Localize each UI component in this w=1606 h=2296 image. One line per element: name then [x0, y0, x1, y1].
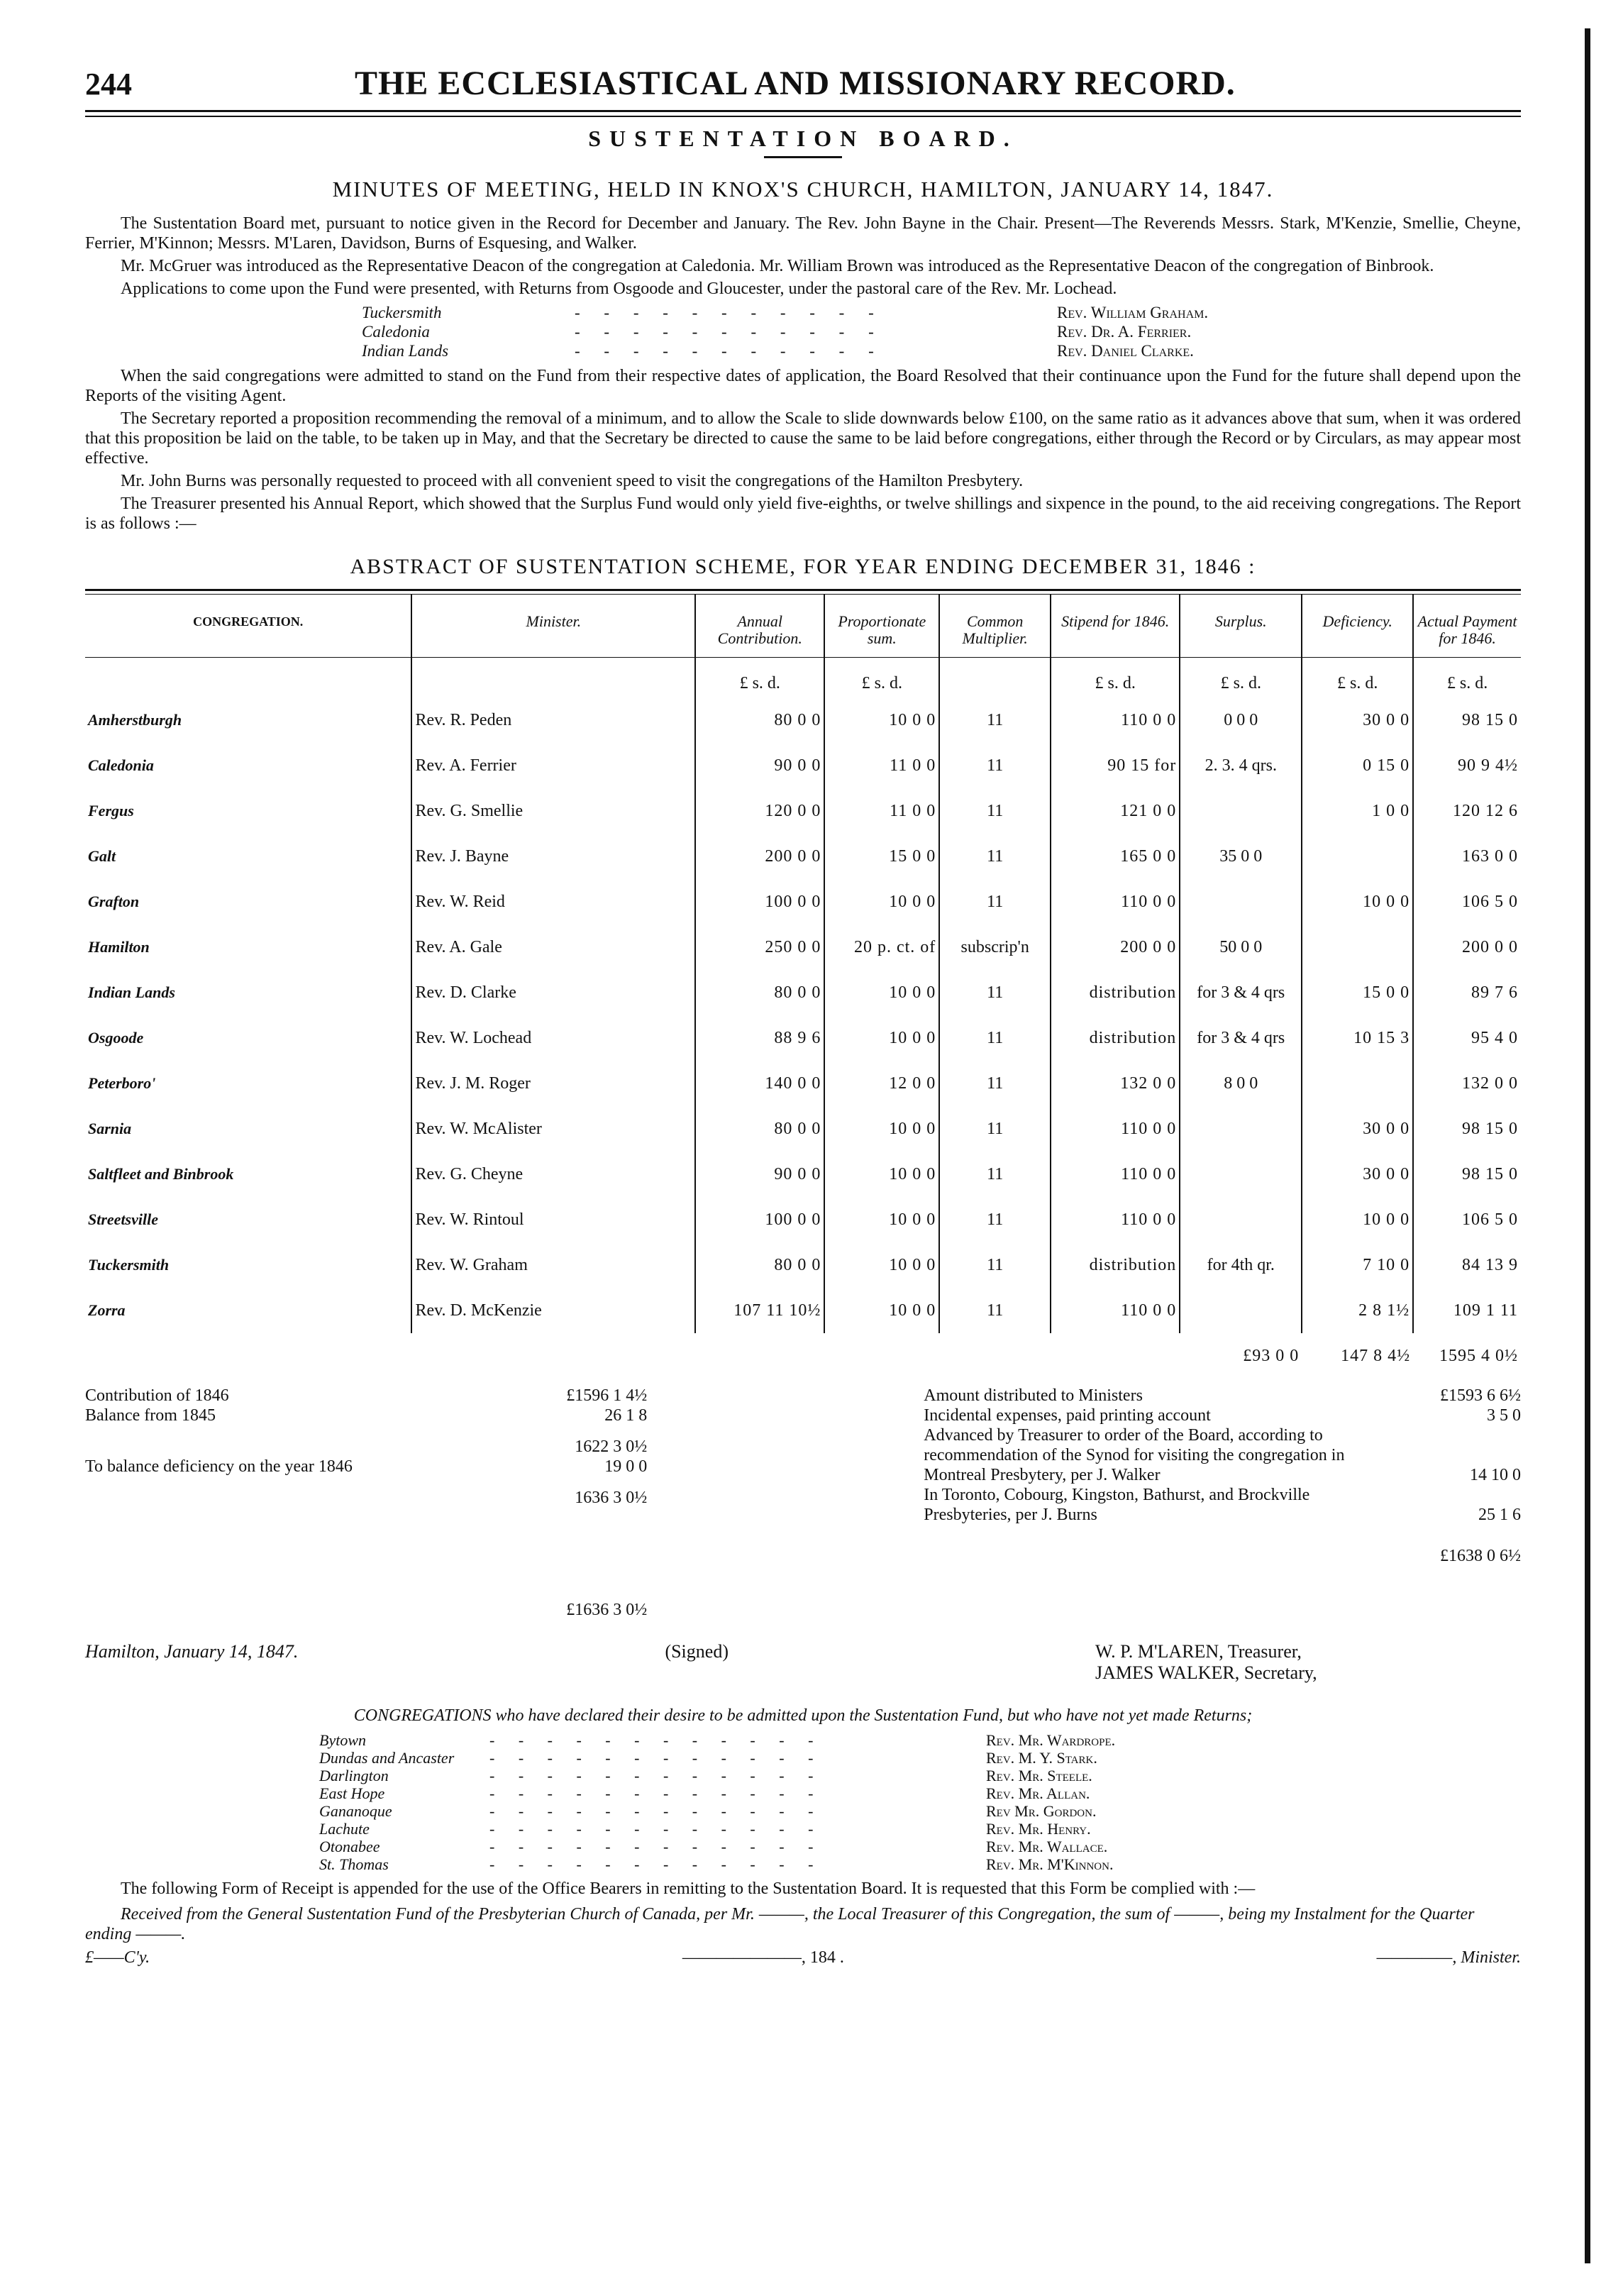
stipend-cell: distribution — [1051, 970, 1180, 1015]
paragraph: The Sustentation Board met, pursuant to notice given in the Record for December and January. The Rev. John Bayne in the Chair. Present—The Reverends Messrs. Stark, M'Kenzie, Smellie, Cheyne, Ferrier, M'Kinnon; Messrs. M'Laren, Davidson, Burns of Esquesing, and Walker. — [85, 214, 1521, 253]
leader-dots: - - - - - - - - - - - — [575, 304, 884, 321]
table-cell — [939, 1333, 1051, 1379]
congregation-cell: Fergus — [85, 788, 411, 834]
application-place: Tuckersmith — [362, 304, 442, 321]
table-header-row — [85, 595, 1521, 658]
surplus-cell — [1180, 788, 1302, 834]
table-row — [85, 925, 1521, 970]
stipend-cell: distribution — [1051, 1242, 1180, 1288]
proportionate-cell: 20 p. ct. of — [824, 925, 939, 970]
congregations-heading: CONGREGATIONS who have declared their desire to be admitted upon the Sustentation Fund, but who have not yet made Returns; — [353, 1706, 1253, 1725]
deficiency-cell: 7 10 0 — [1302, 1242, 1413, 1288]
congregation-minister: Rev. Mr. Allan. — [986, 1784, 1090, 1802]
surplus-cell: 35 0 0 — [1180, 834, 1302, 879]
leader-dots: - - - - - - - - - - - — [575, 342, 884, 360]
column-header: Annual Contribution. — [695, 595, 824, 658]
table-cell — [1051, 1333, 1180, 1379]
summary-value: 19 0 0 — [604, 1457, 648, 1476]
leader-dots: - - - - - - - - - - - — [575, 323, 884, 341]
summary-right — [924, 1386, 1521, 1620]
table-cell: £ s. d. — [824, 658, 939, 698]
leader-dots: - - - - - - - - - - - - — [489, 1802, 824, 1820]
stipend-cell: 121 0 0 — [1051, 788, 1180, 834]
multiplier-cell: 11 — [939, 743, 1051, 788]
paragraph: When the said congregations were admitted to stand on the Fund from their respective dates of application, the Board Resolved that their continuance upon the Fund for the future shall depend upon the Reports of the visiting Agent. — [85, 367, 1521, 405]
summary-line — [924, 1546, 1521, 1566]
table-row — [85, 697, 1521, 743]
leader-dots: - - - - - - - - - - - - — [489, 1784, 824, 1802]
congregation-cell: Galt — [85, 834, 411, 879]
payment-cell: 200 0 0 — [1462, 937, 1518, 956]
summary-value: £1596 1 4½ — [566, 1386, 648, 1405]
congregation-cell: Hamilton — [85, 925, 411, 970]
summary-label: Balance from 1845 — [85, 1406, 216, 1425]
proportionate-cell: 10 0 0 — [824, 1197, 939, 1242]
proportionate-cell: 10 0 0 — [824, 879, 939, 925]
payment-cell: 109 1 11 — [1453, 1301, 1518, 1320]
stipend-cell: 132 0 0 — [1051, 1061, 1180, 1106]
multiplier-cell: 11 — [939, 879, 1051, 925]
contribution-cell: 120 0 0 — [695, 788, 824, 834]
paragraph: Applications to come upon the Fund were presented, with Returns from Osgoode and Gloucester, under the pastoral care of the Rev. Mr. Lochead. — [121, 280, 1117, 298]
table-cell: £ s. d. — [1051, 658, 1180, 698]
deficiency-cell: 10 0 0 — [1302, 879, 1413, 925]
congregation-cell: Osgoode — [85, 1015, 411, 1061]
congregation-place: Dundas and Ancaster — [319, 1749, 455, 1767]
stipend-cell: 110 0 0 — [1051, 1288, 1180, 1333]
minister-cell: Rev. W. McAlister — [411, 1106, 695, 1152]
contribution-cell: 90 0 0 — [695, 743, 824, 788]
signoff-signed: (Signed) — [665, 1641, 729, 1662]
payment-cell: 90 9 4½ — [1458, 756, 1518, 775]
total-actual: 1595 4 0½ — [1439, 1346, 1518, 1365]
running-header — [85, 64, 1521, 103]
table-row — [85, 970, 1521, 1015]
page-edge — [1585, 28, 1590, 2263]
contribution-cell: 90 0 0 — [695, 1152, 824, 1197]
deficiency-cell: 0 15 0 — [1302, 743, 1413, 788]
contribution-cell: 88 9 6 — [695, 1015, 824, 1061]
proportionate-cell: 10 0 0 — [824, 1106, 939, 1152]
header-rule — [85, 110, 1521, 117]
minister-cell: Rev. J. Bayne — [411, 834, 695, 879]
minister-cell: Rev. G. Smellie — [411, 788, 695, 834]
summary-line — [924, 1406, 1521, 1425]
contribution-cell: 100 0 0 — [695, 1197, 824, 1242]
minutes-title: MINUTES OF MEETING, HELD IN KNOX'S CHURCH, HAMILTON, JANUARY 14, 1847. — [332, 177, 1274, 202]
table-cell: £ s. d. — [695, 658, 824, 698]
table-cell: £ s. d. — [1446, 673, 1488, 692]
column-header: Actual Payment for 1846. — [1413, 595, 1521, 658]
multiplier-cell: 11 — [939, 697, 1051, 743]
surplus-cell — [1180, 1197, 1302, 1242]
congregation-cell: Indian Lands — [85, 970, 411, 1015]
leader-dots: - - - - - - - - - - - - — [489, 1749, 824, 1767]
proportionate-cell: 10 0 0 — [824, 1152, 939, 1197]
paragraph: Mr. John Burns was personally requested to proceed with all convenient speed to visit the congregations of the Hamilton Presbytery. — [121, 472, 1024, 490]
payment-cell: 98 15 0 — [1462, 1119, 1518, 1138]
abstract-table — [85, 595, 1521, 1379]
stipend-cell: 200 0 0 — [1051, 925, 1180, 970]
table-cell — [695, 1333, 824, 1379]
surplus-cell — [1180, 879, 1302, 925]
congregation-place: Bytown — [319, 1731, 366, 1749]
proportionate-cell: 10 0 0 — [824, 697, 939, 743]
congregation-minister: Rev. Mr. Wallace. — [986, 1838, 1108, 1855]
surplus-cell: 50 0 0 — [1180, 925, 1302, 970]
table-row — [85, 1242, 1521, 1288]
contribution-cell: 100 0 0 — [695, 879, 824, 925]
multiplier-cell: 11 — [939, 1106, 1051, 1152]
payment-cell: 163 0 0 — [1462, 846, 1518, 866]
multiplier-cell: 11 — [939, 788, 1051, 834]
summary-label: In Toronto, Cobourg, Kingston, Bathurst, and Brockville Presbyteries, per J. Burns — [924, 1486, 1310, 1524]
summary-value: 1636 3 0½ — [575, 1489, 648, 1507]
deficiency-cell: 1 0 0 — [1302, 788, 1413, 834]
proportionate-cell: 11 0 0 — [824, 743, 939, 788]
proportionate-cell: 15 0 0 — [824, 834, 939, 879]
proportionate-cell: 10 0 0 — [824, 1015, 939, 1061]
section-rule — [764, 156, 842, 158]
summary-label: Contribution of 1846 — [85, 1386, 229, 1405]
list-item — [319, 1731, 1521, 1749]
summary-value: £1638 0 6½ — [1440, 1547, 1521, 1565]
contribution-cell: 80 0 0 — [695, 697, 824, 743]
minister-cell: Rev. A. Ferrier — [411, 743, 695, 788]
deficiency-cell: 10 15 3 — [1302, 1015, 1413, 1061]
stipend-cell: 90 15 for — [1051, 743, 1180, 788]
congregations-list — [319, 1731, 1521, 1873]
summary-value: 25 1 6 — [1478, 1506, 1521, 1524]
table-cell: £ s. d. — [1180, 658, 1302, 698]
leader-dots: - - - - - - - - - - - - — [489, 1838, 824, 1855]
congregation-place: St. Thomas — [319, 1855, 389, 1873]
leader-dots: - - - - - - - - - - - - — [489, 1731, 824, 1749]
contribution-cell: 250 0 0 — [695, 925, 824, 970]
congregation-place: East Hope — [319, 1784, 385, 1802]
table-row — [85, 879, 1521, 925]
table-row — [85, 834, 1521, 879]
congregation-place: Otonabee — [319, 1838, 380, 1855]
column-header: Minister. — [411, 595, 695, 658]
applications-list — [362, 303, 1521, 360]
paragraph: The Secretary reported a proposition recommending the removal of a minimum, and to allow the Scale to slide downwards below £100, on the same ratio as it advances above that sum, when it was ordered that this proposition be laid on the table, to be taken up in May, and that the Secretary be directed to cause the same to be laid before congregations, either through the Record or by Circulars, as may appear most effective. — [85, 409, 1521, 468]
leader-dots: - - - - - - - - - - - - — [489, 1767, 824, 1784]
total-surplus: £93 0 0 — [1243, 1346, 1300, 1365]
section-title: SUSTENTATION BOARD. — [588, 126, 1018, 151]
deficiency-cell: 30 0 0 — [1302, 1152, 1413, 1197]
summary-line — [924, 1425, 1521, 1485]
list-item — [362, 303, 1521, 322]
paragraph: Mr. McGruer was introduced as the Representative Deacon of the congregation at Caledonia. Mr. William Brown was introduced as the Representative Deacon of the congregation of Binbrook. — [121, 257, 1434, 275]
leader-dots: - - - - - - - - - - - - — [489, 1855, 824, 1873]
surplus-cell: 8 0 0 — [1180, 1061, 1302, 1106]
deficiency-cell — [1302, 925, 1413, 970]
paragraph: The Treasurer presented his Annual Report, which showed that the Surplus Fund would only yield five-eighths, or twelve shillings and sixpence in the pound, to the aid receiving congregations. The Report is as follows :— — [85, 495, 1521, 533]
column-header: Surplus. — [1180, 595, 1302, 658]
surplus-cell: for 3 & 4 qrs — [1180, 970, 1302, 1015]
summary-line — [85, 1600, 647, 1620]
receipt-intro: The following Form of Receipt is appended for the use of the Office Bearers in remitting to the Sustentation Board. It is requested that this Form be complied with :— — [121, 1880, 1256, 1898]
signoff — [85, 1641, 1521, 1684]
payment-cell: 106 5 0 — [1462, 1210, 1518, 1229]
contribution-cell: 80 0 0 — [695, 1106, 824, 1152]
multiplier-cell: subscrip'n — [939, 925, 1051, 970]
payment-cell: 98 15 0 — [1462, 1164, 1518, 1183]
summary-line — [85, 1488, 647, 1508]
congregation-cell: Grafton — [85, 879, 411, 925]
column-header: Stipend for 1846. — [1051, 595, 1180, 658]
deficiency-cell: 10 0 0 — [1302, 1197, 1413, 1242]
summary-line — [924, 1485, 1521, 1525]
table-row — [85, 743, 1521, 788]
minister-cell: Rev. J. M. Roger — [411, 1061, 695, 1106]
minister-cell: Rev. W. Graham — [411, 1242, 695, 1288]
stipend-cell: distribution — [1051, 1015, 1180, 1061]
payment-cell: 84 13 9 — [1462, 1255, 1518, 1274]
congregation-cell: Zorra — [85, 1288, 411, 1333]
multiplier-cell: 11 — [939, 1061, 1051, 1106]
units-row — [85, 658, 1521, 698]
surplus-cell — [1180, 1106, 1302, 1152]
summary-label: Incidental expenses, paid printing account — [924, 1406, 1211, 1425]
surplus-cell — [1180, 1152, 1302, 1197]
congregation-cell: Sarnia — [85, 1106, 411, 1152]
contribution-cell: 140 0 0 — [695, 1061, 824, 1106]
multiplier-cell: 11 — [939, 970, 1051, 1015]
summary-value: 14 10 0 — [1470, 1466, 1521, 1484]
table-top-rule — [85, 589, 1521, 595]
surplus-cell: 0 0 0 — [1180, 697, 1302, 743]
multiplier-cell: 11 — [939, 1288, 1051, 1333]
column-header: Deficiency. — [1302, 595, 1413, 658]
surplus-cell: for 3 & 4 qrs — [1180, 1015, 1302, 1061]
application-place: Indian Lands — [362, 342, 449, 360]
summary-label: Advanced by Treasurer to order of the Board, according to recommendation of the Synod for visiting the congregation in Montreal Presbytery, per J. Walker — [924, 1426, 1345, 1484]
deficiency-cell: 30 0 0 — [1302, 697, 1413, 743]
congregation-cell: Amherstburgh — [85, 697, 411, 743]
table-cell — [85, 1333, 411, 1379]
receipt-form: Received from the General Sustentation Fund of the Presbyterian Church of Canada, per Mr. ———, the Local Treasurer of this Congregation, the sum of ———, being my Instalment for the Quarter ending ———. — [85, 1905, 1475, 1943]
stipend-cell: 110 0 0 — [1051, 697, 1180, 743]
table-cell — [939, 658, 1051, 698]
summary-line — [85, 1457, 647, 1477]
congregation-minister: Rev. Mr. M'Kinnon. — [986, 1855, 1114, 1873]
minister-cell: Rev. W. Rintoul — [411, 1197, 695, 1242]
contribution-cell: 80 0 0 — [695, 970, 824, 1015]
leader-dots: - - - - - - - - - - - - — [489, 1820, 824, 1838]
minister-cell: Rev. W. Reid — [411, 879, 695, 925]
contribution-cell: 80 0 0 — [695, 1242, 824, 1288]
minister-cell: Rev. D. McKenzie — [411, 1288, 695, 1333]
table-row — [85, 1015, 1521, 1061]
contribution-cell: 107 11 10½ — [695, 1288, 824, 1333]
list-item — [319, 1767, 1521, 1784]
receipt-minister: —————, Minister. — [1376, 1948, 1521, 1967]
table-cell — [411, 1333, 695, 1379]
list-item — [319, 1820, 1521, 1838]
contribution-cell: 200 0 0 — [695, 834, 824, 879]
minister-cell: Rev. W. Lochead — [411, 1015, 695, 1061]
congregation-place: Gananoque — [319, 1802, 392, 1820]
payment-cell: 106 5 0 — [1462, 892, 1518, 911]
multiplier-cell: 11 — [939, 1015, 1051, 1061]
multiplier-cell: 11 — [939, 1197, 1051, 1242]
minister-cell: Rev. A. Gale — [411, 925, 695, 970]
deficiency-cell — [1302, 834, 1413, 879]
table-row — [85, 1288, 1521, 1333]
congregation-cell: Saltfleet and Binbrook — [85, 1152, 411, 1197]
congregation-cell: Peterboro' — [85, 1061, 411, 1106]
application-minister: Rev. William Graham. — [1057, 304, 1209, 321]
stipend-cell: 110 0 0 — [1051, 879, 1180, 925]
table-row — [85, 1061, 1521, 1106]
deficiency-cell — [1302, 1061, 1413, 1106]
proportionate-cell: 12 0 0 — [824, 1061, 939, 1106]
summary-value: £1593 6 6½ — [1440, 1386, 1521, 1405]
multiplier-cell: 11 — [939, 1152, 1051, 1197]
stipend-cell: 110 0 0 — [1051, 1197, 1180, 1242]
deficiency-cell: 15 0 0 — [1302, 970, 1413, 1015]
congregation-minister: Rev. Mr. Henry. — [986, 1820, 1091, 1838]
column-header: Common Multiplier. — [939, 595, 1051, 658]
congregation-minister: Rev Mr. Gordon. — [986, 1802, 1097, 1820]
list-item — [362, 341, 1521, 360]
list-item — [319, 1784, 1521, 1802]
page-number: 244 — [85, 67, 132, 101]
table-body — [85, 658, 1521, 1334]
summary-left — [85, 1386, 647, 1620]
summary-block — [85, 1386, 1521, 1620]
list-item — [319, 1802, 1521, 1820]
secretary-signature: JAMES WALKER, Secretary, — [1095, 1662, 1317, 1683]
minister-cell: Rev. D. Clarke — [411, 970, 695, 1015]
surplus-cell: 2. 3. 4 qrs. — [1180, 743, 1302, 788]
congregation-cell: Streetsville — [85, 1197, 411, 1242]
list-item — [319, 1749, 1521, 1767]
column-header: Proportionate sum. — [824, 595, 939, 658]
table-cell — [411, 658, 695, 698]
signoff-place-date: Hamilton, January 14, 1847. — [85, 1641, 299, 1662]
proportionate-cell: 10 0 0 — [824, 1288, 939, 1333]
congregation-place: Darlington — [319, 1767, 389, 1784]
list-item — [319, 1838, 1521, 1855]
receipt-date: ———————, 184 . — [682, 1948, 844, 1967]
congregation-minister: Rev. M. Y. Stark. — [986, 1749, 1097, 1767]
congregation-minister: Rev. Mr. Steele. — [986, 1767, 1092, 1784]
summary-line — [85, 1386, 647, 1406]
surplus-cell — [1180, 1288, 1302, 1333]
summary-label: Amount distributed to Ministers — [924, 1386, 1143, 1405]
summary-value: 3 5 0 — [1487, 1406, 1521, 1425]
table-row — [85, 1106, 1521, 1152]
table-cell: £ s. d. — [1302, 658, 1413, 698]
receipt-footer — [85, 1948, 1521, 1967]
summary-line — [924, 1386, 1521, 1406]
congregation-cell: Caledonia — [85, 743, 411, 788]
journal-title: THE ECCLESIASTICAL AND MISSIONARY RECORD. — [355, 65, 1236, 102]
list-item — [362, 322, 1521, 341]
payment-cell: 132 0 0 — [1462, 1074, 1518, 1093]
payment-cell: 95 4 0 — [1471, 1028, 1518, 1047]
surplus-cell: for 4th qr. — [1180, 1242, 1302, 1288]
treasurer-signature: W. P. M'LAREN, Treasurer, — [1095, 1641, 1302, 1662]
summary-value: 26 1 8 — [604, 1406, 648, 1425]
proportionate-cell: 11 0 0 — [824, 788, 939, 834]
multiplier-cell: 11 — [939, 834, 1051, 879]
deficiency-cell: 2 8 1½ — [1302, 1288, 1413, 1333]
payment-cell: 120 12 6 — [1453, 801, 1518, 820]
congregation-place: Lachute — [319, 1820, 370, 1838]
payment-cell: 89 7 6 — [1471, 983, 1518, 1002]
application-place: Caledonia — [362, 323, 430, 341]
summary-line — [85, 1437, 647, 1457]
deficiency-cell: 30 0 0 — [1302, 1106, 1413, 1152]
list-item — [319, 1855, 1521, 1873]
stipend-cell: 110 0 0 — [1051, 1152, 1180, 1197]
signoff-names — [1095, 1641, 1521, 1684]
summary-label: To balance deficiency on the year 1846 — [85, 1457, 353, 1476]
congregation-cell: Tuckersmith — [85, 1242, 411, 1288]
application-minister: Rev. Daniel Clarke. — [1057, 342, 1194, 360]
proportionate-cell: 10 0 0 — [824, 970, 939, 1015]
table-row — [85, 1197, 1521, 1242]
minister-cell: Rev. R. Peden — [411, 697, 695, 743]
table-cell — [85, 658, 411, 698]
proportionate-cell: 10 0 0 — [824, 1242, 939, 1288]
stipend-cell: 165 0 0 — [1051, 834, 1180, 879]
summary-value: £1636 3 0½ — [566, 1601, 648, 1619]
table-cell — [824, 1333, 939, 1379]
summary-line — [85, 1406, 647, 1425]
abstract-title: ABSTRACT OF SUSTENTATION SCHEME, FOR YEAR ENDING DECEMBER 31, 1846 : — [350, 555, 1256, 578]
table-row — [85, 1152, 1521, 1197]
stipend-cell: 110 0 0 — [1051, 1106, 1180, 1152]
multiplier-cell: 11 — [939, 1242, 1051, 1288]
totals-row — [85, 1333, 1521, 1379]
payment-cell: 98 15 0 — [1462, 710, 1518, 729]
congregation-minister: Rev. Mr. Wardrope. — [986, 1731, 1116, 1749]
total-deficiency: 147 8 4½ — [1341, 1346, 1411, 1365]
minister-cell: Rev. G. Cheyne — [411, 1152, 695, 1197]
column-header: CONGREGATION. — [85, 595, 411, 658]
table-row — [85, 788, 1521, 834]
summary-value: 1622 3 0½ — [575, 1437, 648, 1456]
receipt-currency: £——C'y. — [85, 1948, 150, 1967]
application-minister: Rev. Dr. A. Ferrier. — [1057, 323, 1192, 341]
